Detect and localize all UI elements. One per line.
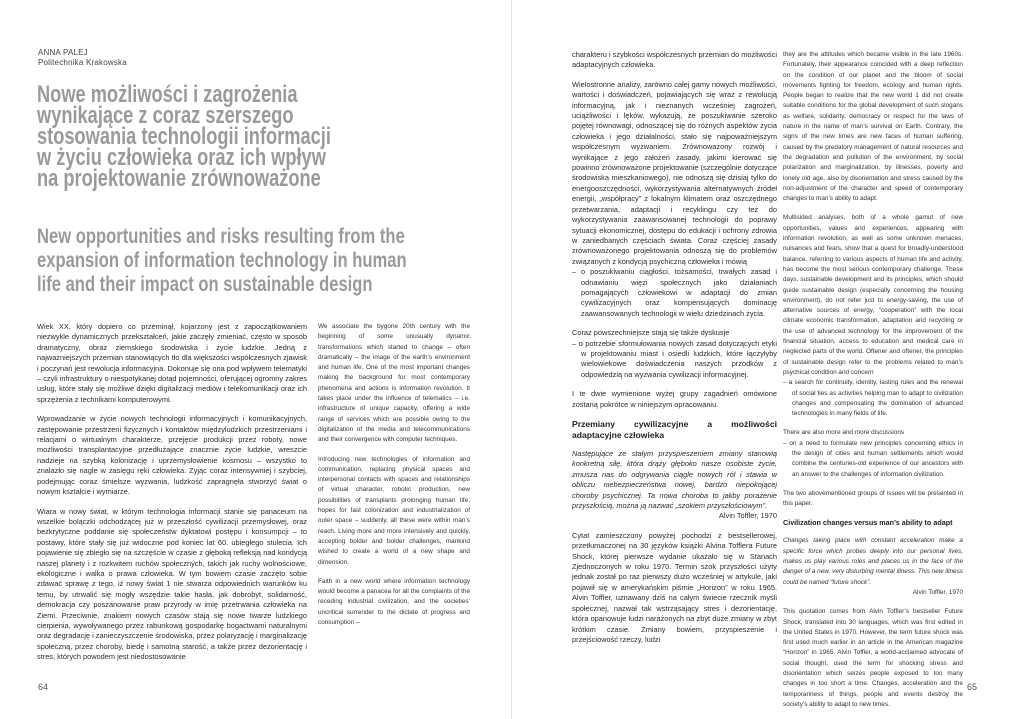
paragraph: Multisided analyses, both of a whole gamut of new opportunities, values and experiences, appearing with information revolution, as well as some unknown menaces, nuisances and fears, show that a quest for broadly-understood balance, referring to various aspects of human life and activity, has become the most serious contemporary challenge. These days, sustainable development and its principles, which should guide sustainable design (especially concerning the housing environment), do not refer just to energy-saving, the use of alternative sources of energy, “cooperation” with the local climate economic transformation, adaptation and recycling or the use of advanced technology for the improvement of the financial situation, access to education and medical care in neglected parts of the world. Oftener and oftener, the principles of sustainable design refer to the problems related to man’s psychical condition and concern (783, 214, 963, 376)
list-item: – o potrzebie sformułowania nowych zasad dotyczących etyki w projektowaniu miast i osiedli ludzkich, które łączyłyby wielowiekowe doświadczenia naszych przodków z odpowiedzią na wyzwania cywilizacji informacyjnej. (572, 339, 777, 381)
title-pl-line: na projektowanie zrównoważone (37, 165, 321, 192)
dash-list (572, 339, 777, 381)
paragraph: There are also more and more discussions (783, 429, 905, 437)
paragraph: I te dwie wymienione wyżej grupy zagadnień omówione zostaną pokrótce w niniejszym opracowaniu. (572, 389, 777, 409)
section-heading-english: Civilization changes versus man’s ability to adapt (783, 518, 953, 528)
title-pl-line: Nowe możliwości i zagrożenia (37, 81, 298, 108)
title-en-line: New opportunities and risks resulting from the (37, 225, 405, 248)
right-column-polish (572, 50, 777, 654)
left-column-polish (37, 322, 307, 672)
title-english (37, 225, 407, 297)
paragraph: We associate the bygone 20th century with the beginning of some unusually dynamic transformations which started to change – often dramatically – the image of the earth’s environment and human life. One of the most important changes making the background for most contemporary phenomena and actions is information revolution. It takes place under the influence of telematics – i.e. infrastructure of unique capacity, offering a wide range of services which are possible owing to the digitalization of the media and telecommunications and their convergence with computer techniques. (318, 323, 470, 444)
list-item: – on a need to formulate new principles concerning ethics in the design of cities and human settlements which would combine the centuries-old experience of our ancestors with an answer to the challenges of information civilization. (783, 439, 963, 480)
paragraph: Cytat zamieszczony powyżej pochodzi z bestsellerowej, przetłumaczonej na 30 języków książki Alvina Tofflera Future Shock, której pierwsze wydanie ukazało się w Stanach Zjednoczonych w roku 1970. Termin szok przyszłości użyty jednak został po raz pierwszy dużo wcześniej w artykule, jaki pojawił się w amerykańskim piśmie „Horizon” w roku 1965. Alvin Toffler, uznawany dziś na całym świecie rzecznik myśli społecznej, nazwał tak wstrząsający stres i dezorientację, która opanowuje ludzi narażonych na zbyt duże zmiany w zbyt krótkim czasie. Zmiany bowiem, przyspieszenie i przejściowość rzeczy, ludzi (572, 530, 777, 644)
author-block (38, 48, 127, 68)
author-name: ANNA PALEJ (38, 48, 88, 57)
quote-author: Alvin Toffler, 1970 (718, 511, 777, 521)
title-en-line: expansion of information technology in human (37, 249, 407, 272)
page-number-right: 65 (967, 682, 978, 692)
list-item: – a search for continuity, identity, lasting rules and the renewal of social ties as activities helping man to adapt to civilization changes and compensating the domination of advanced technologies in many fields of life. (783, 378, 963, 419)
paragraph: Wiara w nowy świat, w którym technologia informacji stanie się panaceum na wszelkie bolączki odchodzącej już w przeszłość cywilizacji przemysłowej, oraz bezkrytyczne poddanie się społeczeństw dyktatowi postępu i konsumpcji – to postawy, które stały się już widoczne pod koniec lat 60. ubiegłego stulecia. Ich pojawienie się zbiegło się na szczęście w czasie z głęboką refleksją nad kondycją naszej planety i z rozkwitem ruchów społecznych, takich jak ruchy wolnościowe, ekologiczne i walka o prawa człowieka. W tym bowiem czasie zaczęto sobie zdawać sprawę z tego, iż nowy świat 1 nie stwarza odpowiednich warunków ku temu, by utrwalić się mogły wszędzie takie hasła, jak dobrobyt, solidarność, demokracja czy poszanowanie praw przyrody w imię przetrwania człowieka na Ziemi. Przeciwnie, znakiem nowych czasów stają się nowe twarze ludzkiego cierpienia, wywoływanego przez rabunkową gospodarkę bogactwami naturalnymi oraz degradację i zanieczyszczenie środowiska, przez polaryzację i marginalizację społeczną, przez choroby, biedę i samotną starość, a także przez dezorientację i stres, których powodem jest niedostosowanie (37, 506, 307, 662)
quote-polish: Następujące ze stałym przyspieszeniem zmiany stanowią konkretną siłę, która drąży głęboko nasze osobiste życie, zmusza nas do odgrywania ciągle nowych ról i stawia w obliczu niebezpieczeństwa nowej, bardzo niepokojącej choroby psychicznej. Ta nowa choroba to jakby porażenie przyszłością, można ją nazwać „szokiem przyszłościowym”. (572, 449, 777, 511)
paragraph: Wiek XX, który dopiero co przeminął, kojarzony jest z zapoczątkowaniem niezwykle dynamicznych przekształceń, jakie zaczęły zmieniać, często w sposób dramatyczny, obraz ziemskiego środowiska i życie ludzkie. Jedną z najważniejszych przemian stanowiących tło dla większości współczesnych zjawisk i poczynań jest rewolucja informacyjna. Dokonuje się ona pod wpływem telematyki – czyli infrastruktury o niespotykanej dotąd pojemności, oferującej ogromny zakres usług, które stały się możliwe dzięki digitalizacji mediów i telekomunikacji oraz ich sprzężenia z technikami komputerowymi. (37, 322, 307, 404)
author-affiliation: Politechnika Krakowska (38, 58, 127, 67)
list-item: – o poszukiwaniu ciągłości, tożsamości, trwałych zasad i odnawianiu więzi społecznych jako działaniach pomagających człowiekowi w adaptacji do zmian cywilizacyjnych oraz kompensujących dominację zaawansowanych technologii w wielu dziedzinach życia. (572, 267, 777, 319)
paragraph: Faith in a new world where information technology would become a panacea for all the complaints of the receding industrial civilization, and the societies’ uncritical surrender to the dictate of progress and consumption – (318, 577, 470, 627)
dash-list (783, 439, 963, 480)
paragraph: Introducing new technologies of information and communication, replacing physical spaces and interpersonal contacts with spaces and relationships of virtual character, robotic production, new possibilities of transplants prolonging human life, hopes for fast colonization and industrialization of outer space – suddenly, all these were within man’s reach. Living more and more intensively and quickly, accepting bolder and bolder challenges, mankind wished to create a world of a new shape and dimension. (318, 455, 470, 566)
right-column-english (783, 50, 963, 719)
paragraph: The two abovementioned groups of issues will be presented in this paper. (783, 489, 963, 508)
quote-author: Alvin Toffler, 1970 (912, 588, 963, 596)
section-heading-polish: Przemiany cywilizacyjne a możliwości adaptacyjne człowieka (572, 419, 777, 440)
paragraph: Wprowadzanie w życie nowych technologii informacyjnych i komunikacyjnych, zastępowanie przestrzeni fizycznych i kontaktów międzyludzkich przestrzeniami i relacjami o wirtualnym charakterze, przejęcie produkcji przez roboty, nowe możliwości transplantacyjne przedłużające znacznie życie ludzkie, wreszcie nadzieje na szybką kolonizację i uprzemysłowienie kosmosu – wszystko to znalazło się nagle w zasięgu ręki człowieka. Zyjąc coraz intensywniej i szybciej, podejmując coraz śmielsze wyzwania, ludzkość zapragnęła stworzyć świat o nowym kształcie i wymiarze. (37, 414, 307, 497)
dash-list (572, 267, 777, 319)
title-en-line: life and their impact on sustainable design (37, 273, 373, 296)
title-pl-line: w życiu człowieka oraz ich wpływ (37, 144, 326, 171)
left-column-english (318, 322, 470, 637)
title-polish (37, 81, 341, 192)
paragraph: Coraz powszechniejsze stają się także dyskusje (572, 328, 730, 338)
paragraph: Wielostronne analizy, zarówno całej gamy nowych możliwości, wartości i doświadczeń, pojawiających się wraz z rewolucją informacyjną, jak i nieznanych wcześniej zagrożeń, uciążliwości i lęków, wykazują, że poszukiwanie szeroko pojętej równowagi, odnoszącej się do różnych aspektów życia człowieka i jego działalności, stało się najpoważniejszym współczesnym wyzwaniem. Zrównoważony rozwój i wynikające z jego założeń zasady, jakimi kierować się powinno zrównoważone projektowanie (szczególnie dotyczące środowiska mieszkaniowego), nie odnoszą się dzisiaj tylko do energooszczędności, wykorzystywania alternatywnych źródeł energii, „współpracy” z lokalnym klimatem oraz oszczędnego przetwarzania, adaptacji i recyklingu czy też do wykorzystywania zaawansowanej technologii do poprawy sytuacji ekonomicznej, dostępu do edukacji i ochrony zdrowia w zaniedbanych częściach świata. Coraz częściej zasady zrównoważonego projektowania odnoszą się do problemów związanych z kondycją psychiczną człowieka i mówią (572, 79, 777, 266)
page-number-left: 64 (38, 682, 49, 692)
dash-list (783, 378, 963, 419)
title-pl-line: wynikające z coraz szerszego (37, 102, 294, 129)
paragraph: charakteru i szybkości współczesnych przemian do możliwości adaptacyjnych człowieka. (572, 50, 777, 70)
title-pl-line: stosowania technologii informacji (37, 123, 331, 150)
paragraph: they are the attitudes which became visible in the late 1960s. Fortunately, their appearance coincided with a deep reflection on the condition of our planet and the bloom of social movements fighting for freedom, ecology and human rights. People began to realize that the new world 1 did not create suitable conditions for the global development of such slogans as welfare, solidarity, democracy or respect for the laws of nature in the name of man’s survival on Earth. Contrary, the signs of the new times are new faces of human suffering, caused by the predatory management of natural resources and the degradation and pollution of the environment, by social polarization and marginalization, by illnesses, poverty and lonely old age, also by disorientation and stress caused by the non-adjustment of the character and speed of contemporary changes to man’s ability to adapt. (783, 51, 963, 203)
quote-english: Changes taking place with constant acceleration make a specific force which probes deeply into our personal lives, makes us play various roles and places us in the face of the danger of a new, very disturbing mental illness. This new illness could be named “future shock”. (783, 537, 963, 586)
paragraph: This quotation comes from Alvin Toffler’s bestseller Future Shock, translated into 30 languages, which was first edited in the United States in 1970. However, the term future shock was first used much earlier in an article in the American magazine “Horizon” in 1965. Alvin Toffler, a world-acclaimed advocate of social thought, used the term for shocking stress and disorientation which seizes people exposed to too many changes in too short a time. Changes, acceleration and the temporariness of things, people and events destroy the society’s ability to adapt to new times. (783, 608, 963, 708)
